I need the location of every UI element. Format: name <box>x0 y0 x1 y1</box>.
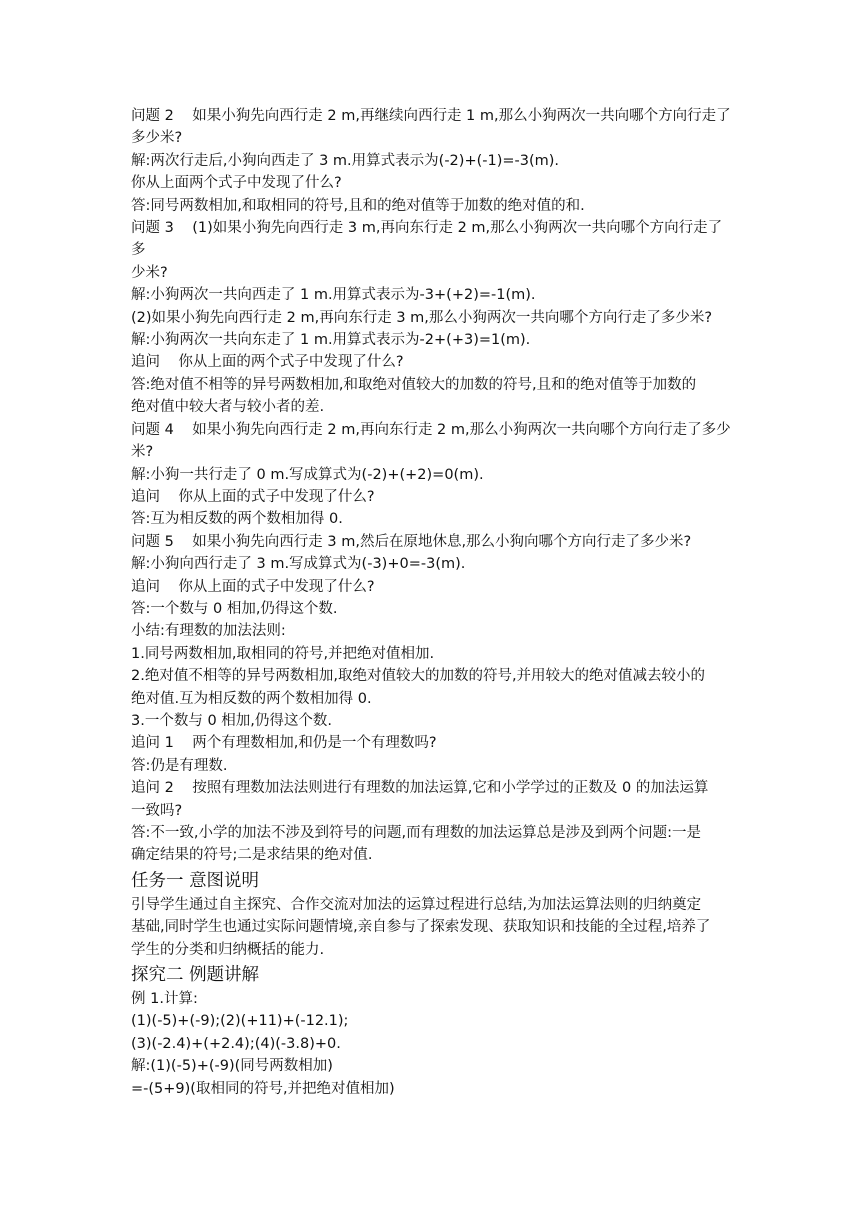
rule-3: 3.一个数与 0 相加,仍得这个数. <box>131 712 332 729</box>
question-5-answer: 答:一个数与 0 相加,仍得这个数. <box>131 600 338 617</box>
question-4-block <box>131 419 731 531</box>
example-1-problems: (1)(-5)+(-9);(2)(+11)+(-12.1); <box>131 1013 349 1030</box>
question-4-solution: 解:小狗一共行走了 0 m.写成算式为(-2)+(+2)=0(m). <box>131 466 484 483</box>
followup-2: 追问 2 按照有理数加法法则进行有理数的加法运算,它和小学学过的正数及 0 的加法运算 <box>131 780 709 797</box>
question-2-block <box>131 105 731 217</box>
rule-2: 2.绝对值不相等的异号两数相加,取绝对值较大的加数的符号,并用较大的绝对值减去较小的 <box>131 668 706 685</box>
question-3-answer: 答:绝对值不相等的异号两数相加,和取绝对值较大的加数的符号,且和的绝对值等于加数的 <box>131 376 697 393</box>
question-3-followup: 追问 你从上面的两个式子中发现了什么? <box>131 354 404 371</box>
task-1-line: 学生的分类和归纳概括的能力. <box>131 941 325 958</box>
example-1-solution-step: =-(5+9)(取相同的符号,并把绝对值相加) <box>131 1080 395 1097</box>
question-4-followup: 追问 你从上面的式子中发现了什么? <box>131 488 375 505</box>
question-5-text: 问题 5 如果小狗先向西行走 3 m,然后在原地休息,那么小狗向哪个方向行走了多少米? <box>131 533 692 550</box>
example-1-solution: 解:(1)(-5)+(-9)(同号两数相加) <box>131 1058 333 1075</box>
question-2-answer: 答:同号两数相加,和取相同的符号,且和的绝对值等于加数的绝对值的和. <box>131 197 585 214</box>
question-3-solution-2: 解:小狗两次一共向东走了 1 m.用算式表示为-2+(+3)=1(m). <box>131 332 531 349</box>
summary-title: 小结:有理数的加法法则: <box>131 623 286 640</box>
question-2-text: 问题 2 如果小狗先向西行走 2 m,再继续向西行走 1 m,那么小狗两次一共向哪个方向行走了 <box>131 108 731 124</box>
question-3-part-2: (2)如果小狗先向西行走 2 m,再向东行走 3 m,那么小狗两次一共向哪个方向行走了多少米? <box>131 309 713 326</box>
question-2-prompt: 你从上面两个式子中发现了什么? <box>131 175 342 192</box>
question-3-text-cont: 少米? <box>131 264 168 281</box>
summary-block <box>131 620 731 732</box>
rule-1: 1.同号两数相加,取相同的符号,并把绝对值相加. <box>131 645 435 662</box>
question-5-followup: 追问 你从上面的式子中发现了什么? <box>131 578 375 595</box>
task-1-body <box>131 894 731 961</box>
task-1-line: 引导学生通过自主探究、合作交流对加法的运算过程进行总结,为加法运算法则的归纳奠定 <box>131 896 702 913</box>
question-3-answer-cont: 绝对值中较大者与较小者的差. <box>131 399 325 416</box>
followup-2-answer: 答:不一致,小学的加法不涉及到符号的问题,而有理数的加法运算总是涉及到两个问题:一是 <box>131 825 701 841</box>
followup-1-answer: 答:仍是有理数. <box>131 757 228 774</box>
example-1-title: 例 1.计算: <box>131 991 198 1008</box>
question-5-solution: 解:小狗向西行走了 3 m.写成算式为(-3)+0=-3(m). <box>131 556 466 573</box>
followup-1: 追问 1 两个有理数相加,和仍是一个有理数吗? <box>131 735 437 752</box>
question-3-block <box>131 217 731 419</box>
question-4-answer: 答:互为相反数的两个数相加得 0. <box>131 511 343 528</box>
followups-block <box>131 732 731 866</box>
question-3-solution-1: 解:小狗两次一共向西走了 1 m.用算式表示为-3+(+2)=-1(m). <box>131 287 536 304</box>
example-1-block <box>131 988 731 1100</box>
question-5-block <box>131 531 731 621</box>
example-1-problems-cont: (3)(-2.4)+(+2.4);(4)(-3.8)+0. <box>131 1035 341 1052</box>
question-4-text-cont: 米? <box>131 444 154 461</box>
task-1-heading: 任务一 意图说明 <box>131 870 260 891</box>
rule-2-cont: 绝对值.互为相反数的两个数相加得 0. <box>131 690 372 707</box>
question-2-solution: 解:两次行走后,小狗向西走了 3 m.用算式表示为(-2)+(-1)=-3(m). <box>131 152 560 169</box>
explore-2-heading: 探究二 例题讲解 <box>131 965 260 986</box>
followup-2-answer-cont: 确定结果的符号;二是求结果的绝对值. <box>131 847 373 864</box>
document-body <box>131 105 731 1100</box>
question-4-text: 问题 4 如果小狗先向西行走 2 m,再向东行走 2 m,那么小狗两次一共向哪个方向行走了多少 <box>131 421 731 438</box>
question-3-text: 问题 3 (1)如果小狗先向西行走 3 m,再向东行走 2 m,那么小狗两次一共向哪个方向行走了多 <box>131 220 723 259</box>
question-2-text-cont: 多少米? <box>131 130 183 147</box>
followup-2-cont: 一致吗? <box>131 802 183 819</box>
task-1-line: 基础,同时学生也通过实际问题情境,亲自参与了探索发现、获取知识和技能的全过程,培养了 <box>131 919 711 936</box>
